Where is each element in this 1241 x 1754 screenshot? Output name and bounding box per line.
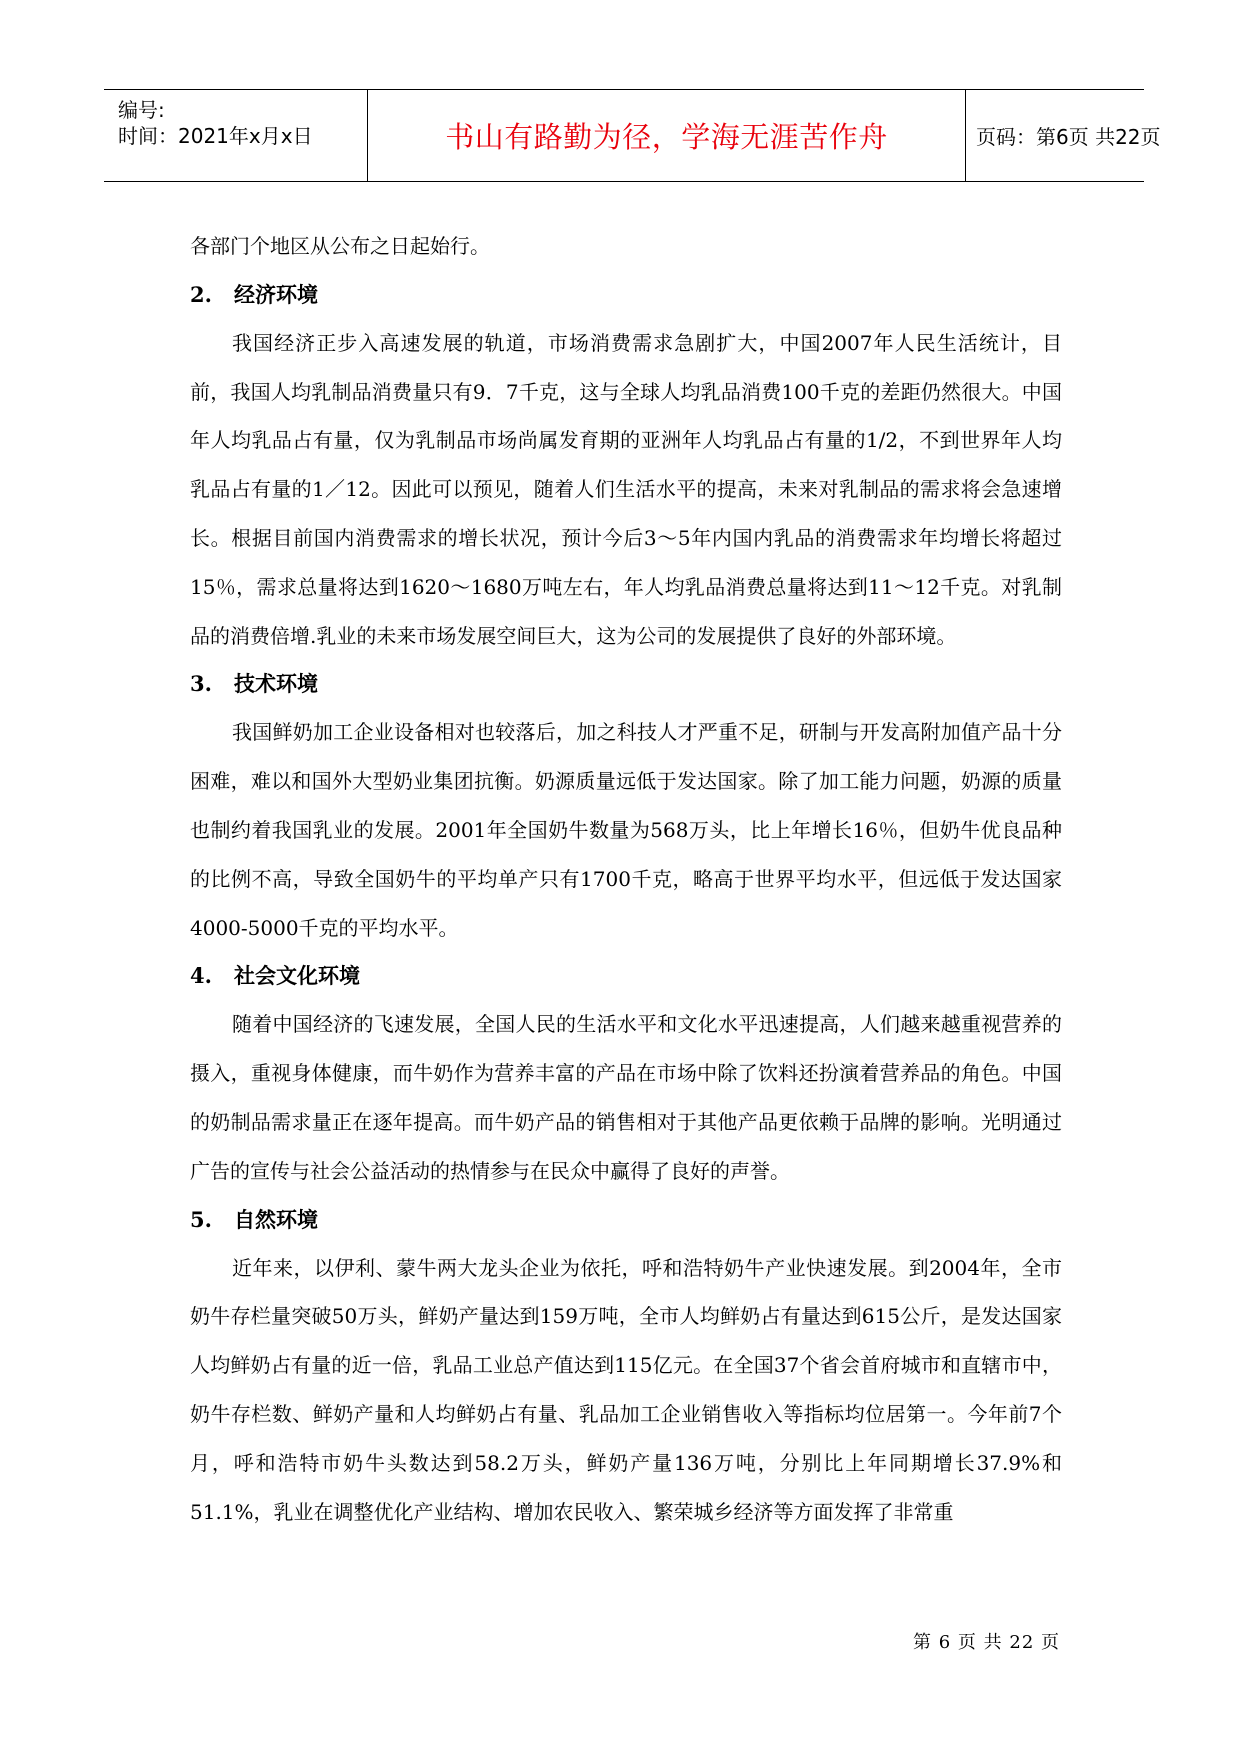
section-paragraph-technology: 我国鲜奶加工企业设备相对也较落后，加之科技人才严重不足，研制与开发高附加值产品十分困难，难以和国外大型奶业集团抗衡。奶源质量远低于发达国家。除了加工能力问题，奶源的质量也制约着我国乳业的发展。2001年全国奶牛数量为568万头，比上年增长16％，但奶牛优良品种的比例不高，导致全国奶牛的平均单产只有1700千克，略高于世界平均水平，但远低于发达国家4000-5000千克的平均水平。 <box>190 720 1062 940</box>
document-body <box>190 222 1062 1536</box>
page-footer: 第 6 页 共 22 页 <box>913 1632 1060 1653</box>
section-paragraph-culture: 随着中国经济的飞速发展，全国人民的生活水平和文化水平迅速提高，人们越来越重视营养的摄入，重视身体健康，而牛奶作为营养丰富的产品在市场中除了饮料还扮演着营养品的角色。中国的奶制品需求量正在逐年提高。而牛奶产品的销售相对于其他产品更依赖于品牌的影响。光明通过广告的宣传与社会公益活动的热情参与在民众中赢得了良好的声誉。 <box>190 1012 1062 1183</box>
intro-paragraph: 各部门个地区从公布之日起始行。 <box>190 234 490 258</box>
header-page-number: 页码：第6页 共22页 <box>976 125 1161 149</box>
section-number: 4. <box>190 963 212 989</box>
section-paragraph-economic: 我国经济正步入高速发展的轨道，市场消费需求急剧扩大，中国2007年人民生活统计，目前，我国人均乳制品消费量只有9．7千克，这与全球人均乳品消费100千克的差距仍然很大。中国年人均乳品占有量，仅为乳制品市场尚属发育期的亚洲年人均乳品占有量的1/2，不到世界年人均乳品占有量的1／12。因此可以预见，随着人们生活水平的提高，未来对乳制品的需求将会急速增长。根据目前国内消费需求的增长状况，预计今后3～5年内国内乳品的消费需求年均增长将超过15％，需求总量将达到1620～1680万吨左右，年人均乳品消费总量将达到11～12千克。对乳制品的消费倍增.乳业的未来市场发展空间巨大，这为公司的发展提供了良好的外部环境。 <box>190 330 1062 648</box>
header-motto: 书山有路勤为径，学海无涯苦作舟 <box>368 90 966 181</box>
section-title: 社会文化环境 <box>234 964 360 989</box>
section-heading-technology <box>190 660 1062 708</box>
section-paragraph-nature: 近年来，以伊利、蒙牛两大龙头企业为依托，呼和浩特奶牛产业快速发展。到2004年，全市奶牛存栏量突破50万头，鲜奶产量达到159万吨，全市人均鲜奶占有量达到615公斤，是发达国家人均鲜奶占有量的近一倍，乳品工业总产值达到115亿元。在全国37个省会首府城市和直辖市中，奶牛存栏数、鲜奶产量和人均鲜奶占有量、乳品加工企业销售收入等指标均位居第一。今年前7个月，呼和浩特市奶牛头数达到58.2万头，鲜奶产量136万吨，分别比上年同期增长37.9%和51.1%，乳业在调整优化产业结构、增加农民收入、繁荣城乡经济等方面发挥了非常重 <box>190 1255 1062 1524</box>
document-time-label: 时间：2021年x月x日 <box>118 124 313 148</box>
section-number: 5. <box>190 1206 212 1232</box>
section-title: 自然环境 <box>234 1207 318 1232</box>
section-number: 2. <box>190 281 212 307</box>
section-heading-culture <box>190 952 1062 1000</box>
section-title: 技术环境 <box>234 672 318 697</box>
section-heading-economic <box>190 271 1062 319</box>
section-number: 3. <box>190 671 212 697</box>
section-title: 经济环境 <box>234 282 318 307</box>
document-number-label: 编号: <box>118 98 165 122</box>
page-header <box>104 89 1161 182</box>
section-heading-nature <box>190 1196 1062 1244</box>
header-meta <box>104 90 368 181</box>
